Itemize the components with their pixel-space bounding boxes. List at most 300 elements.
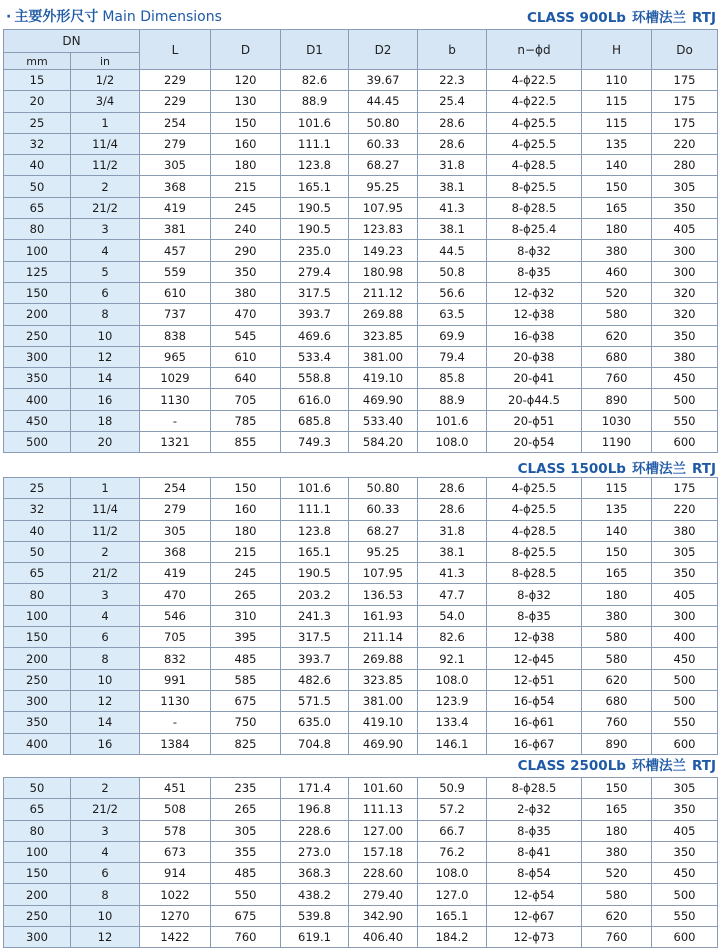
cell-dn-mm: 300	[4, 927, 71, 948]
cell-Do: 320	[652, 304, 718, 325]
cell-D: 640	[211, 368, 281, 389]
cell-H: 165	[582, 197, 652, 218]
cell-b: 127.0	[418, 884, 487, 905]
cell-H: 1190	[582, 432, 652, 453]
cell-Do: 175	[652, 70, 718, 91]
cell-H: 150	[582, 541, 652, 562]
cell-H: 140	[582, 155, 652, 176]
cell-H: 760	[582, 927, 652, 948]
cell-H: 580	[582, 627, 652, 648]
cell-D1: 438.2	[281, 884, 349, 905]
cell-H: 180	[582, 820, 652, 841]
cell-D2: 323.85	[349, 669, 418, 690]
cell-Do: 380	[652, 520, 718, 541]
cell-L: 419	[140, 563, 211, 584]
cell-dn-in: 2	[71, 541, 140, 562]
cell-D: 215	[211, 541, 281, 562]
cell-nd: 20-ϕ51	[487, 410, 582, 431]
cell-D1: 558.8	[281, 368, 349, 389]
cell-H: 380	[582, 240, 652, 261]
title-cn: 主要外形尺寸	[14, 9, 99, 25]
cell-Do: 175	[652, 478, 718, 499]
cell-D2: 381.00	[349, 346, 418, 367]
cell-b: 47.7	[418, 584, 487, 605]
cell-L: 451	[140, 778, 211, 799]
cell-Do: 405	[652, 584, 718, 605]
cell-dn-in: 18	[71, 410, 140, 431]
cell-D2: 161.93	[349, 605, 418, 626]
cell-H: 180	[582, 219, 652, 240]
title-bullet: ·	[6, 9, 12, 25]
cell-nd: 8-ϕ41	[487, 841, 582, 862]
cell-dn-mm: 250	[4, 325, 71, 346]
cell-dn-mm: 250	[4, 905, 71, 926]
cell-D: 245	[211, 563, 281, 584]
section-heading-900	[527, 6, 716, 26]
cell-D2: 60.33	[349, 133, 418, 154]
cell-dn-in: 21/2	[71, 563, 140, 584]
class-cn-label: 环槽法兰	[631, 758, 686, 774]
cell-D2: 68.27	[349, 520, 418, 541]
cell-nd: 12-ϕ38	[487, 627, 582, 648]
cell-H: 115	[582, 112, 652, 133]
cell-b: 41.3	[418, 197, 487, 218]
cell-b: 88.9	[418, 389, 487, 410]
table-row	[4, 478, 718, 499]
cell-dn-in: 12	[71, 690, 140, 711]
cell-dn-mm: 50	[4, 778, 71, 799]
cell-D1: 171.4	[281, 778, 349, 799]
cell-D2: 211.14	[349, 627, 418, 648]
cell-D: 485	[211, 648, 281, 669]
cell-b: 22.3	[418, 70, 487, 91]
cell-dn-mm: 200	[4, 648, 71, 669]
cell-dn-mm: 80	[4, 820, 71, 841]
cell-D: 240	[211, 219, 281, 240]
cell-D2: 68.27	[349, 155, 418, 176]
cell-b: 41.3	[418, 563, 487, 584]
cell-dn-in: 6	[71, 863, 140, 884]
cell-D1: 190.5	[281, 197, 349, 218]
cell-b: 38.1	[418, 219, 487, 240]
cell-nd: 4-ϕ28.5	[487, 155, 582, 176]
cell-D1: 393.7	[281, 648, 349, 669]
header-b: b	[418, 30, 487, 70]
cell-L: 254	[140, 112, 211, 133]
cell-b: 146.1	[418, 733, 487, 754]
cell-D1: 368.3	[281, 863, 349, 884]
cell-L: 914	[140, 863, 211, 884]
cell-H: 520	[582, 282, 652, 303]
cell-nd: 12-ϕ45	[487, 648, 582, 669]
cell-H: 140	[582, 520, 652, 541]
cell-Do: 350	[652, 841, 718, 862]
cell-D2: 50.80	[349, 478, 418, 499]
dimensions-table-2500	[3, 777, 718, 948]
cell-nd: 8-ϕ25.5	[487, 176, 582, 197]
cell-D1: 635.0	[281, 712, 349, 733]
cell-nd: 20-ϕ54	[487, 432, 582, 453]
cell-nd: 8-ϕ54	[487, 863, 582, 884]
cell-dn-mm: 50	[4, 176, 71, 197]
table-row	[4, 261, 718, 282]
cell-Do: 600	[652, 432, 718, 453]
cell-L: 737	[140, 304, 211, 325]
cell-dn-mm: 150	[4, 627, 71, 648]
cell-D: 825	[211, 733, 281, 754]
cell-dn-in: 4	[71, 240, 140, 261]
page-title	[6, 6, 222, 26]
table-row	[4, 219, 718, 240]
cell-dn-mm: 65	[4, 563, 71, 584]
cell-D: 485	[211, 863, 281, 884]
cell-D2: 123.83	[349, 219, 418, 240]
cell-D2: 228.60	[349, 863, 418, 884]
cell-dn-in: 4	[71, 605, 140, 626]
cell-D2: 107.95	[349, 197, 418, 218]
cell-dn-mm: 100	[4, 841, 71, 862]
cell-H: 165	[582, 563, 652, 584]
cell-H: 150	[582, 778, 652, 799]
title-en: Main Dimensions	[102, 9, 222, 25]
cell-H: 460	[582, 261, 652, 282]
cell-L: 610	[140, 282, 211, 303]
cell-L: 279	[140, 133, 211, 154]
cell-Do: 320	[652, 282, 718, 303]
cell-b: 28.6	[418, 499, 487, 520]
cell-D1: 111.1	[281, 499, 349, 520]
cell-D1: 273.0	[281, 841, 349, 862]
table-row	[4, 669, 718, 690]
header-H: H	[582, 30, 652, 70]
cell-D1: 123.8	[281, 155, 349, 176]
cell-D2: 533.40	[349, 410, 418, 431]
cell-nd: 4-ϕ25.5	[487, 133, 582, 154]
header-in: in	[71, 53, 140, 70]
cell-D: 760	[211, 927, 281, 948]
cell-D1: 228.6	[281, 820, 349, 841]
table-row	[4, 155, 718, 176]
table-row	[4, 368, 718, 389]
cell-D1: 279.4	[281, 261, 349, 282]
cell-Do: 175	[652, 112, 718, 133]
cell-dn-in: 8	[71, 648, 140, 669]
cell-H: 380	[582, 605, 652, 626]
cell-L: 1321	[140, 432, 211, 453]
table-row	[4, 648, 718, 669]
table-row	[4, 91, 718, 112]
cell-H: 890	[582, 389, 652, 410]
cell-D: 395	[211, 627, 281, 648]
cell-dn-in: 12	[71, 346, 140, 367]
table-row	[4, 432, 718, 453]
cell-b: 76.2	[418, 841, 487, 862]
header-Do: Do	[652, 30, 718, 70]
cell-D: 160	[211, 133, 281, 154]
cell-nd: 4-ϕ22.5	[487, 91, 582, 112]
table-row	[4, 176, 718, 197]
cell-D: 675	[211, 905, 281, 926]
cell-Do: 600	[652, 733, 718, 754]
cell-Do: 300	[652, 261, 718, 282]
section-heading-2500	[518, 754, 716, 774]
cell-L: 1029	[140, 368, 211, 389]
cell-D: 350	[211, 261, 281, 282]
cell-dn-mm: 40	[4, 155, 71, 176]
cell-dn-in: 3/4	[71, 91, 140, 112]
table-row	[4, 778, 718, 799]
cell-Do: 500	[652, 389, 718, 410]
cell-b: 54.0	[418, 605, 487, 626]
cell-dn-in: 8	[71, 884, 140, 905]
cell-D1: 165.1	[281, 541, 349, 562]
dimensions-table-900	[3, 29, 718, 453]
cell-D2: 44.45	[349, 91, 418, 112]
top-bar	[0, 0, 720, 28]
cell-dn-mm: 80	[4, 584, 71, 605]
cell-dn-mm: 350	[4, 368, 71, 389]
cell-dn-in: 2	[71, 778, 140, 799]
cell-Do: 550	[652, 712, 718, 733]
table-row	[4, 605, 718, 626]
cell-dn-in: 3	[71, 820, 140, 841]
cell-nd: 8-ϕ35	[487, 605, 582, 626]
cell-D2: 95.25	[349, 541, 418, 562]
cell-b: 38.1	[418, 176, 487, 197]
table-row	[4, 133, 718, 154]
cell-b: 123.9	[418, 690, 487, 711]
cell-Do: 380	[652, 346, 718, 367]
table-row	[4, 304, 718, 325]
cell-D1: 123.8	[281, 520, 349, 541]
cell-D: 160	[211, 499, 281, 520]
cell-dn-mm: 20	[4, 91, 71, 112]
cell-D1: 685.8	[281, 410, 349, 431]
cell-dn-mm: 50	[4, 541, 71, 562]
table-row	[4, 841, 718, 862]
cell-Do: 175	[652, 91, 718, 112]
cell-D: 180	[211, 520, 281, 541]
cell-dn-in: 1	[71, 112, 140, 133]
cell-D: 355	[211, 841, 281, 862]
cell-dn-in: 5	[71, 261, 140, 282]
cell-Do: 300	[652, 240, 718, 261]
cell-dn-in: 20	[71, 432, 140, 453]
cell-D: 380	[211, 282, 281, 303]
cell-Do: 350	[652, 325, 718, 346]
cell-dn-mm: 150	[4, 863, 71, 884]
cell-D2: 136.53	[349, 584, 418, 605]
table-row	[4, 884, 718, 905]
cell-dn-mm: 500	[4, 432, 71, 453]
cell-L: 832	[140, 648, 211, 669]
table-row	[4, 541, 718, 562]
cell-D: 130	[211, 91, 281, 112]
cell-D: 705	[211, 389, 281, 410]
cell-dn-mm: 32	[4, 133, 71, 154]
cell-b: 184.2	[418, 927, 487, 948]
cell-D1: 190.5	[281, 563, 349, 584]
cell-D1: 241.3	[281, 605, 349, 626]
cell-Do: 500	[652, 690, 718, 711]
cell-D1: 165.1	[281, 176, 349, 197]
cell-D1: 616.0	[281, 389, 349, 410]
table-row	[4, 733, 718, 754]
cell-b: 63.5	[418, 304, 487, 325]
cell-L: 279	[140, 499, 211, 520]
table-row	[4, 410, 718, 431]
cell-D: 150	[211, 478, 281, 499]
cell-L: 965	[140, 346, 211, 367]
cell-D: 305	[211, 820, 281, 841]
cell-dn-in: 8	[71, 304, 140, 325]
cell-H: 380	[582, 841, 652, 862]
cell-b: 165.1	[418, 905, 487, 926]
cell-dn-mm: 25	[4, 478, 71, 499]
cell-nd: 16-ϕ38	[487, 325, 582, 346]
cell-D1: 88.9	[281, 91, 349, 112]
cell-H: 135	[582, 499, 652, 520]
cell-nd: 16-ϕ61	[487, 712, 582, 733]
cell-D: 150	[211, 112, 281, 133]
class-label: CLASS 1500Lb	[517, 461, 626, 477]
cell-D2: 50.80	[349, 112, 418, 133]
cell-dn-mm: 15	[4, 70, 71, 91]
cell-D: 750	[211, 712, 281, 733]
cell-b: 50.9	[418, 778, 487, 799]
cell-D1: 235.0	[281, 240, 349, 261]
cell-Do: 220	[652, 133, 718, 154]
header-nd: n−ϕd	[487, 30, 582, 70]
cell-Do: 405	[652, 820, 718, 841]
table-row	[4, 584, 718, 605]
cell-D: 785	[211, 410, 281, 431]
cell-dn-mm: 100	[4, 240, 71, 261]
cell-L: 254	[140, 478, 211, 499]
section-heading-1500	[518, 457, 716, 477]
cell-D2: 39.67	[349, 70, 418, 91]
cell-dn-mm: 32	[4, 499, 71, 520]
cell-b: 101.6	[418, 410, 487, 431]
cell-nd: 8-ϕ35	[487, 261, 582, 282]
cell-H: 110	[582, 70, 652, 91]
cell-nd: 12-ϕ54	[487, 884, 582, 905]
cell-H: 580	[582, 304, 652, 325]
cell-Do: 220	[652, 499, 718, 520]
cell-H: 680	[582, 690, 652, 711]
cell-dn-mm: 450	[4, 410, 71, 431]
cell-dn-mm: 300	[4, 690, 71, 711]
cell-L: 578	[140, 820, 211, 841]
table-row	[4, 346, 718, 367]
header-L: L	[140, 30, 211, 70]
cell-dn-in: 14	[71, 712, 140, 733]
cell-nd: 8-ϕ35	[487, 820, 582, 841]
cell-nd: 12-ϕ51	[487, 669, 582, 690]
cell-H: 1030	[582, 410, 652, 431]
cell-dn-in: 10	[71, 905, 140, 926]
cell-L: 229	[140, 91, 211, 112]
cell-nd: 2-ϕ32	[487, 799, 582, 820]
cell-L: 991	[140, 669, 211, 690]
cell-nd: 8-ϕ28.5	[487, 778, 582, 799]
cell-D1: 619.1	[281, 927, 349, 948]
cell-nd: 8-ϕ25.4	[487, 219, 582, 240]
table-row	[4, 520, 718, 541]
cell-dn-mm: 200	[4, 304, 71, 325]
cell-nd: 20-ϕ41	[487, 368, 582, 389]
class-code: RTJ	[691, 758, 716, 774]
cell-L: 1022	[140, 884, 211, 905]
cell-D2: 419.10	[349, 368, 418, 389]
cell-dn-mm: 350	[4, 712, 71, 733]
cell-L: 1384	[140, 733, 211, 754]
cell-dn-in: 1	[71, 478, 140, 499]
cell-H: 580	[582, 884, 652, 905]
cell-b: 108.0	[418, 669, 487, 690]
cell-D: 120	[211, 70, 281, 91]
cell-D2: 279.40	[349, 884, 418, 905]
cell-L: 305	[140, 155, 211, 176]
cell-D: 180	[211, 155, 281, 176]
cell-b: 92.1	[418, 648, 487, 669]
cell-b: 133.4	[418, 712, 487, 733]
table-row	[4, 820, 718, 841]
cell-dn-mm: 65	[4, 197, 71, 218]
cell-dn-mm: 65	[4, 799, 71, 820]
cell-D2: 469.90	[349, 733, 418, 754]
cell-D: 310	[211, 605, 281, 626]
cell-D2: 381.00	[349, 690, 418, 711]
table-row	[4, 325, 718, 346]
cell-Do: 450	[652, 368, 718, 389]
cell-D1: 111.1	[281, 133, 349, 154]
header-D: D	[211, 30, 281, 70]
cell-dn-in: 11/2	[71, 520, 140, 541]
cell-D1: 317.5	[281, 282, 349, 303]
cell-Do: 280	[652, 155, 718, 176]
cell-nd: 12-ϕ67	[487, 905, 582, 926]
header-D2: D2	[349, 30, 418, 70]
cell-H: 680	[582, 346, 652, 367]
cell-b: 31.8	[418, 520, 487, 541]
cell-Do: 405	[652, 219, 718, 240]
cell-nd: 20-ϕ38	[487, 346, 582, 367]
cell-nd: 8-ϕ28.5	[487, 197, 582, 218]
cell-nd: 12-ϕ32	[487, 282, 582, 303]
cell-D2: 211.12	[349, 282, 418, 303]
cell-b: 69.9	[418, 325, 487, 346]
cell-b: 25.4	[418, 91, 487, 112]
table-row	[4, 282, 718, 303]
cell-D: 290	[211, 240, 281, 261]
cell-b: 56.6	[418, 282, 487, 303]
cell-dn-mm: 200	[4, 884, 71, 905]
cell-D2: 60.33	[349, 499, 418, 520]
cell-dn-mm: 400	[4, 389, 71, 410]
cell-dn-in: 1/2	[71, 70, 140, 91]
cell-H: 135	[582, 133, 652, 154]
cell-b: 66.7	[418, 820, 487, 841]
cell-b: 38.1	[418, 541, 487, 562]
table-row	[4, 70, 718, 91]
table-row	[4, 563, 718, 584]
cell-nd: 4-ϕ25.5	[487, 478, 582, 499]
table-row	[4, 499, 718, 520]
cell-nd: 12-ϕ73	[487, 927, 582, 948]
cell-b: 28.6	[418, 478, 487, 499]
cell-H: 115	[582, 91, 652, 112]
